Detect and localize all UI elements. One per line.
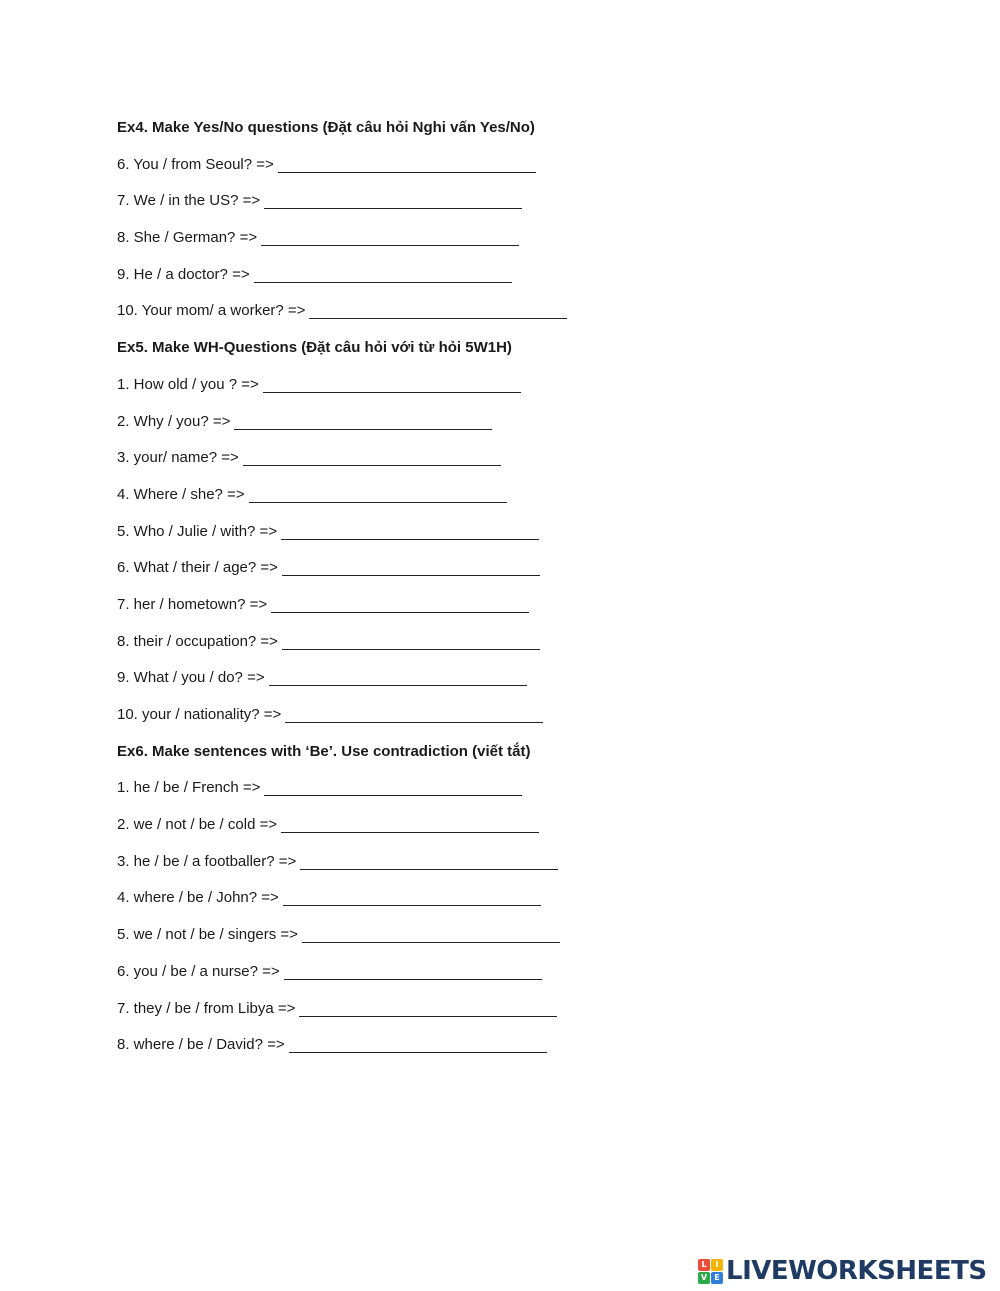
ex5-item-4 [117,483,677,520]
ex5-item-6-answer-field[interactable] [282,559,540,576]
ex6-item-1-prompt: 1. he / be / French => [117,779,261,797]
ex6-item-1 [117,776,677,813]
worksheet [117,116,677,1070]
ex6-item-3 [117,850,677,887]
ex6-item-2 [117,813,677,850]
ex6-item-5-prompt: 5. we / not / be / singers => [117,926,298,944]
ex5-item-2-prompt: 2. Why / you? => [117,412,231,430]
ex4-item-7-prompt: 7. We / in the US? => [117,192,261,210]
ex5-item-5 [117,520,677,557]
ex6-item-7 [117,997,677,1034]
logo-text: LIVEWORKSHEETS [726,1256,987,1286]
ex6-item-4-prompt: 4. where / be / John? => [117,889,279,907]
ex4-item-8-answer-field[interactable] [261,229,519,246]
ex6-item-7-answer-field[interactable] [299,1000,557,1017]
ex5-item-5-answer-field[interactable] [281,523,539,540]
ex5-item-3-prompt: 3. your/ name? => [117,449,239,467]
ex5-item-5-prompt: 5. Who / Julie / with? => [117,522,278,540]
ex4-item-10 [117,299,677,336]
ex6-item-2-prompt: 2. we / not / be / cold => [117,816,278,834]
ex5-item-10 [117,703,677,740]
ex6-heading: Ex6. Make sentences with ‘Be’. Use contradiction (viết tắt) [117,742,531,760]
ex6-item-8-answer-field[interactable] [289,1036,547,1053]
logo-block-v: V [698,1272,710,1284]
ex5-item-6 [117,556,677,593]
ex4-item-6 [117,153,677,190]
ex5-item-6-prompt: 6. What / their / age? => [117,559,278,577]
ex6-item-4 [117,886,677,923]
ex4-heading: Ex4. Make Yes/No questions (Đặt câu hỏi Nghi vấn Yes/No) [117,119,535,136]
ex5-item-1-answer-field[interactable] [263,376,521,393]
ex4-item-6-answer-field[interactable] [278,156,536,173]
ex6-item-7-prompt: 7. they / be / from Libya => [117,999,296,1017]
logo-block-l: L [698,1259,710,1271]
ex5-heading: Ex5. Make WH-Questions (Đặt câu hỏi với từ hỏi 5W1H) [117,339,512,357]
ex5-item-8-answer-field[interactable] [282,633,540,650]
ex5-item-3 [117,446,677,483]
ex6-item-5-answer-field[interactable] [302,926,560,943]
ex6-item-3-prompt: 3. he / be / a footballer? => [117,852,297,870]
logo-blocks-icon [698,1259,723,1284]
ex4-item-9 [117,263,677,300]
ex5-item-7-answer-field[interactable] [271,596,529,613]
ex4-item-10-prompt: 10. Your mom/ a worker? => [117,302,306,320]
ex6-item-1-answer-field[interactable] [264,779,522,796]
ex5-item-10-answer-field[interactable] [285,706,543,723]
ex5-item-1-prompt: 1. How old / you ? => [117,375,259,393]
ex6-item-5 [117,923,677,960]
ex6-item-8 [117,1033,677,1070]
ex6-item-2-answer-field[interactable] [281,816,539,833]
ex5-item-7 [117,593,677,630]
ex4-item-8-prompt: 8. She / German? => [117,229,258,247]
ex5-item-2-answer-field[interactable] [234,413,492,430]
ex5-item-4-prompt: 4. Where / she? => [117,485,245,503]
ex4-item-9-answer-field[interactable] [254,266,512,283]
ex4-item-7-answer-field[interactable] [264,192,522,209]
ex5-item-2 [117,410,677,447]
ex6-item-8-prompt: 8. where / be / David? => [117,1036,285,1054]
ex4-item-8 [117,226,677,263]
ex4-item-6-prompt: 6. You / from Seoul? => [117,155,274,173]
logo-block-e: E [711,1272,723,1284]
ex6-item-6-answer-field[interactable] [284,963,542,980]
ex5-item-3-answer-field[interactable] [243,449,501,466]
ex6-item-4-answer-field[interactable] [283,889,541,906]
ex4-item-9-prompt: 9. He / a doctor? => [117,265,250,283]
ex4-item-7 [117,189,677,226]
ex4-item-10-answer-field[interactable] [309,302,567,319]
ex6-item-6-prompt: 6. you / be / a nurse? => [117,962,280,980]
logo-block-i: I [711,1259,723,1271]
ex5-item-1 [117,373,677,410]
ex5-item-10-prompt: 10. your / nationality? => [117,706,282,723]
ex5-item-9 [117,666,677,703]
ex6-item-3-answer-field[interactable] [300,853,558,870]
ex5-item-7-prompt: 7. her / hometown? => [117,595,268,613]
ex5-item-4-answer-field[interactable] [249,486,507,503]
liveworksheets-logo [698,1256,987,1286]
ex5-item-9-answer-field[interactable] [269,669,527,686]
ex5-item-9-prompt: 9. What / you / do? => [117,669,265,687]
ex6-item-6 [117,960,677,997]
ex5-item-8-prompt: 8. their / occupation? => [117,632,278,650]
ex5-item-8 [117,630,677,667]
